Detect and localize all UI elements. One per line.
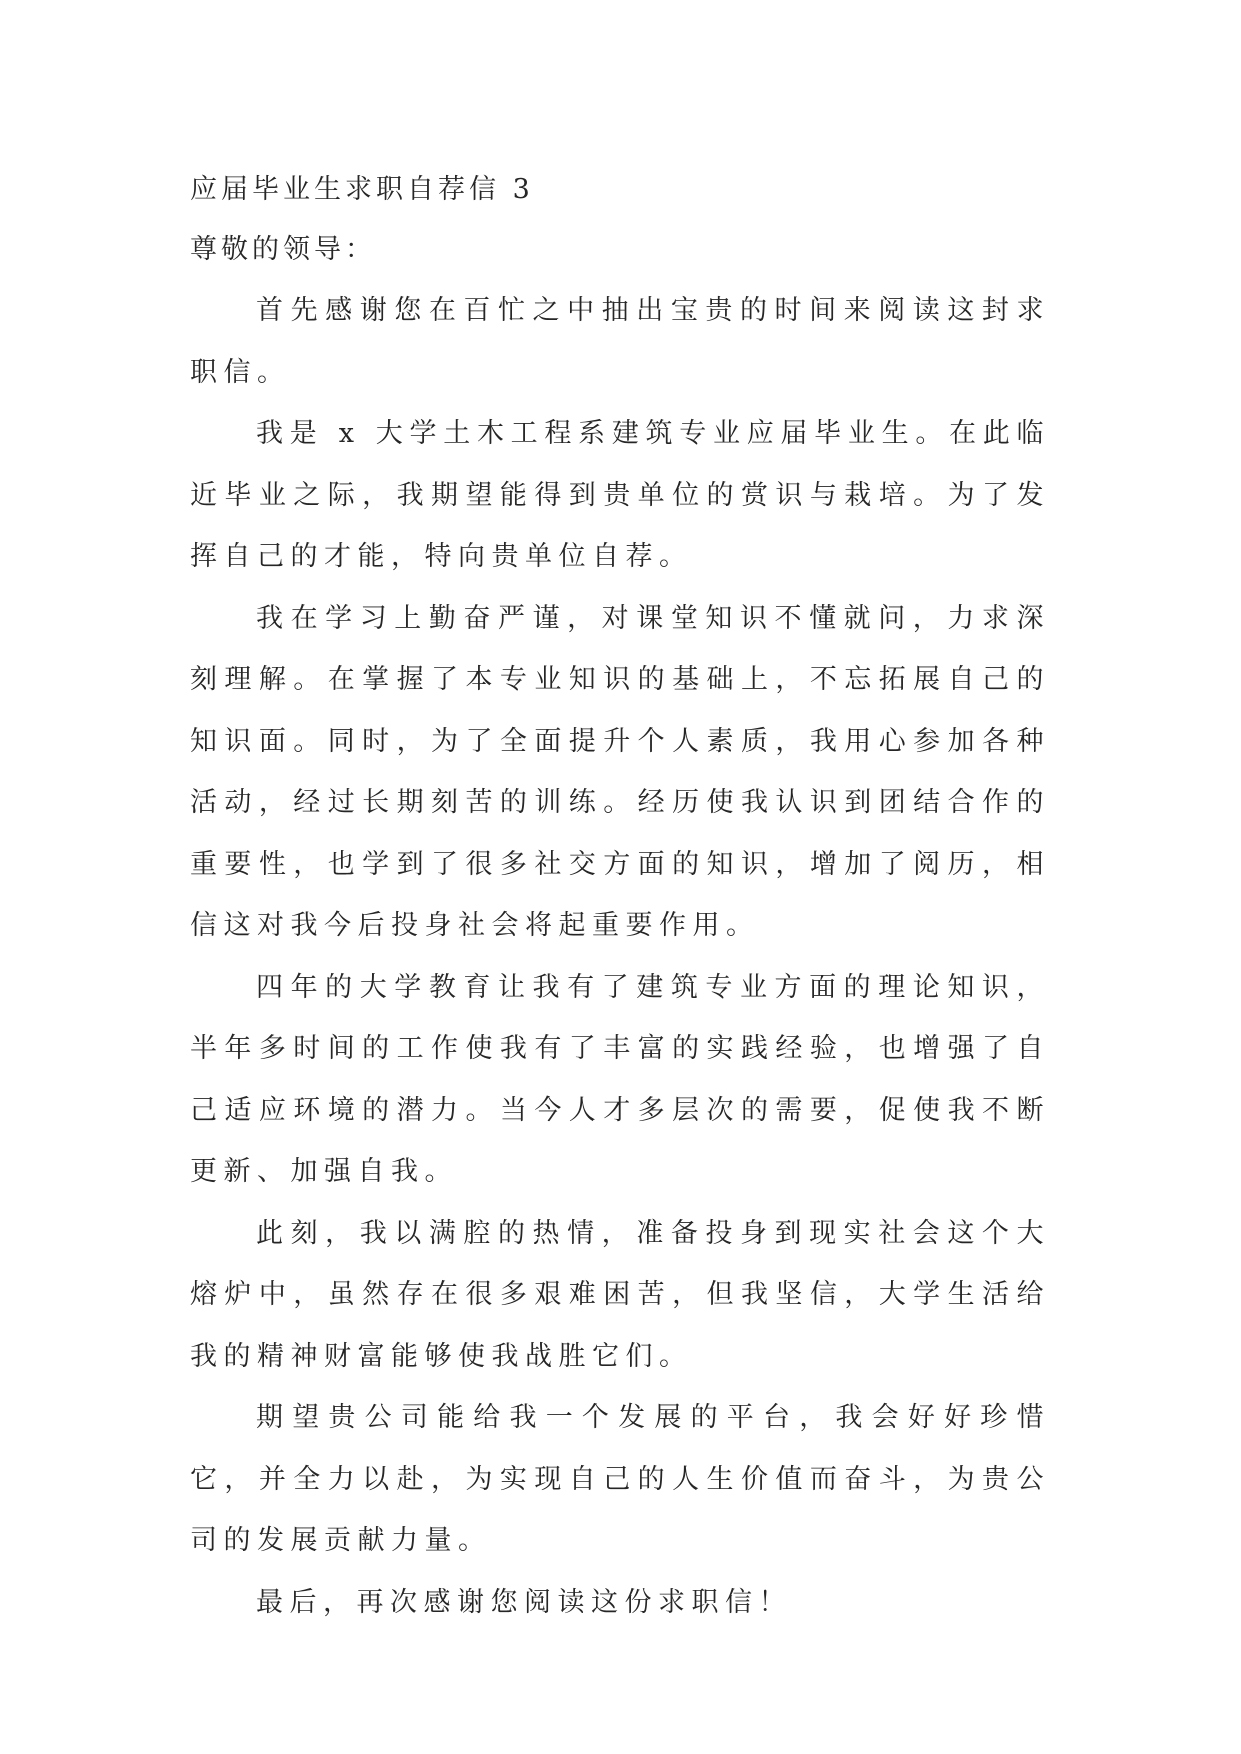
salutation: 尊敬的领导： [190, 234, 376, 265]
paragraph-closing: 最后，再次感谢您阅读这份求职信！ [256, 1586, 792, 1618]
paragraph-hope: 期望贵公司能给我一个发展的平台，我会好好珍惜它，并全力以赴，为实现自己的人生价值而奋斗，为贵公司的发展贡献力量。 [190, 1402, 1050, 1556]
paragraph-introduction: 我是 x 大学土木工程系建筑专业应届毕业生。在此临近毕业之际，我期望能得到贵单位的赏识与栽培。为了发挥自己的才能，特向贵单位自荐。 [190, 418, 1050, 572]
paragraph-enthusiasm: 此刻，我以满腔的热情，准备投身到现实社会这个大熔炉中，虽然存在很多艰难困苦，但我坚信，大学生活给我的精神财富能够使我战胜它们。 [190, 1217, 1050, 1372]
paragraph-thanks: 首先感谢您在百忙之中抽出宝贵的时间来阅读这封求职信。 [190, 295, 1050, 388]
letter-page [190, 160, 1050, 1633]
letter-title: 应届毕业生求职自荐信 3 [190, 174, 534, 205]
paragraph-study: 我在学习上勤奋严谨，对课堂知识不懂就问，力求深刻理解。在掌握了本专业知识的基础上，不忘拓展自己的知识面。同时，为了全面提升个人素质，我用心参加各种活动，经过长期刻苦的训练。经历使我认识到团结合作的重要性，也学到了很多社交方面的知识，增加了阅历，相信这对我今后投身社会将起重要作用。 [190, 602, 1050, 941]
paragraph-experience: 四年的大学教育让我有了建筑专业方面的理论知识，半年多时间的工作使我有了丰富的实践经验，也增强了自己适应环境的潜力。当今人才多层次的需要，促使我不断更新、加强自我。 [190, 971, 1050, 1187]
